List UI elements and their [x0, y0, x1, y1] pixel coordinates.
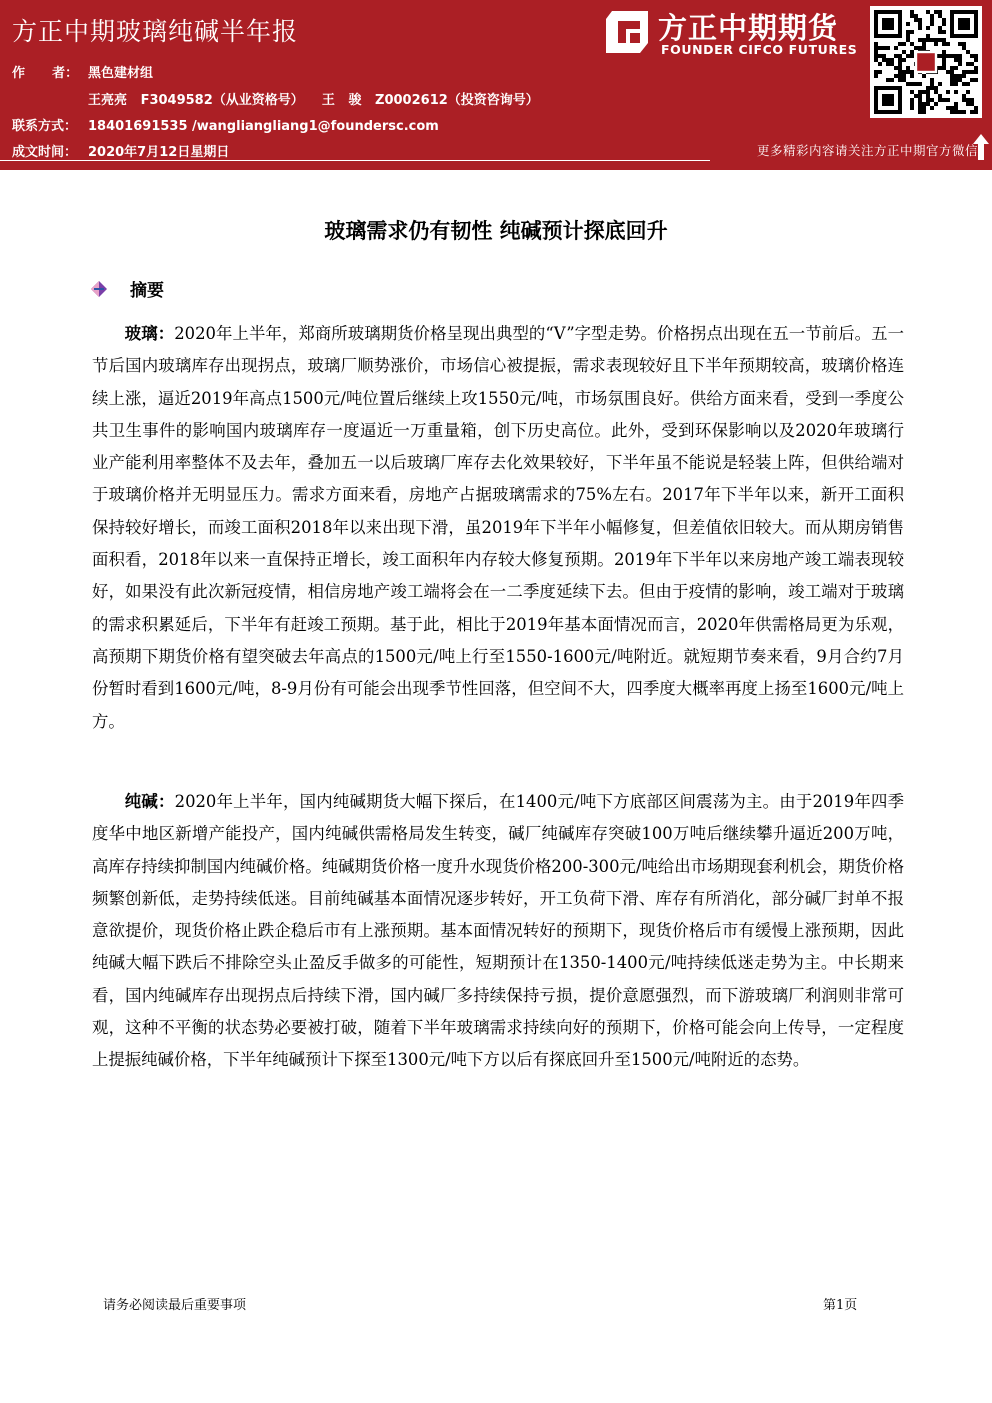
- logo-chinese: 方正中期期货: [658, 11, 839, 45]
- section-heading: [90, 276, 164, 301]
- author-value: 黑色建材组: [88, 66, 154, 81]
- author-label: 作 者：: [12, 66, 79, 81]
- glass-body: 2020年上半年，郑商所玻璃期货价格呈现出典型的“V”字型走势。价格拐点出现在五一节前后。五一节后国内玻璃库存出现拐点，玻璃厂顺势涨价，市场信心被提振，需求表现较好且下半年预期较高，玻璃价格连续上涨，逼近2019年高点1500元/吨位置后继续上攻1550元/吨，市场氛围良好。供给方面来看，受到一季度公共卫生事件的影响国内玻璃库存一度逼近一万重量箱，创下历史高位。此外，受到环保影响以及2020年玻璃行业产能利用率整体不及去年，叠加五一以后玻璃厂库存去化效果较好，下半年虽不能说是轻装上阵，但供给端对于玻璃价格并无明显压力。需求方面来看，房地产占据玻璃需求的75%左右。2017年下半年以来，新开工面积保持较好增长，而竣工面积2018年以来出现下滑，虽2019年下半年小幅修复，但差值依旧较大。而从期房销售面积看，2018年以来一直保持正增长，竣工面积年内存较大修复预期。2019年下半年以来房地产竣工端表现较好，如果没有此次新冠疫情，相信房地产竣工端将会在一二季度延续下去。但由于疫情的影响，竣工端对于玻璃的需求积累延后，下半年有赶竣工预期。基于此，相比于2019年基本面情况而言，2020年供需格局更为乐观，高预期下期货价格有望突破去年高点的1500元/吨上行至1550-1600元/吨附近。就短期节奏来看，9月合约7月份暂时看到1600元/吨，8-9月份有可能会出现季节性回落，但空间不大，四季度大概率再度上扬至1600元/吨上方。: [92, 324, 904, 731]
- report-header: [0, 0, 992, 170]
- follow-wechat-text: 更多精彩内容请关注方正中期官方微信: [756, 143, 978, 158]
- header-divider: [0, 160, 992, 170]
- footer-disclaimer[interactable]: 请务必阅读最后重要事项: [103, 1298, 247, 1313]
- contact-label: 联系方式：: [12, 119, 78, 134]
- section-title: 摘要: [130, 281, 164, 301]
- arrow-up-icon: [972, 132, 990, 162]
- page-number: 第1页: [823, 1298, 858, 1313]
- soda-ash-body: 2020年上半年，国内纯碱期货大幅下探后，在1400元/吨下方底部区间震荡为主。由于2019年四季度华中地区新增产能投产，国内纯碱供需格局发生转变，碱厂纯碱库存突破100万吨后继续攀升逼近200万吨，高库存持续抑制国内纯碱价格。纯碱期货价格一度升水现货价格200-300元/吨给出市场期现套利机会，期货价格频繁创新低，走势持续低迷。目前纯碱基本面情况逐步转好，开工负荷下滑、库存有所消化，部分碱厂封单不报意欲提价，现货价格止跌企稳后市有上涨预期。基本面情况转好的预期下，现货价格后市有缓慢上涨预期，因此纯碱大幅下跌后不排除空头止盈反手做多的可能性，短期预计在1350-1400元/吨持续低迷走势为主。中长期来看，国内纯碱库存出现拐点后持续下滑，国内碱厂多持续保持亏损，提价意愿强烈，而下游玻璃厂利润则非常可观，这种不平衡的状态势必要被打破，随着下半年玻璃需求持续向好的预期下，价格可能会向上传导，一定程度上提振纯碱价格，下半年纯碱预计下探至1300元/吨下方以后有探底回升至1500元/吨附近的态势。: [92, 792, 904, 1070]
- glass-lead: 玻璃：: [124, 324, 175, 343]
- date-row: [12, 141, 229, 160]
- soda-ash-paragraph: [92, 786, 904, 1077]
- diamond-bullet-icon: [90, 280, 108, 298]
- logo-english: FOUNDER CIFCO FUTURES: [661, 42, 858, 57]
- contact-row: [12, 115, 439, 134]
- soda-ash-lead: 纯碱：: [124, 792, 175, 811]
- analysts-row: 王亮亮 F3049582（从业资格号） 王 骏 Z0002612（投资咨询号）: [88, 93, 539, 108]
- founder-logo-icon: [604, 9, 650, 55]
- report-title: 方正中期玻璃纯碱半年报: [12, 17, 299, 46]
- qr-code-icon: [870, 6, 982, 118]
- author-row: [12, 62, 153, 81]
- article-headline: 玻璃需求仍有韧性 纯碱预计探底回升: [324, 219, 668, 243]
- date-value: 2020年7月12日星期日: [88, 145, 230, 160]
- date-label: 成文时间：: [12, 145, 78, 160]
- contact-value[interactable]: 18401691535 /wangliangliang1@foundersc.com: [88, 119, 439, 134]
- glass-paragraph: [92, 318, 904, 738]
